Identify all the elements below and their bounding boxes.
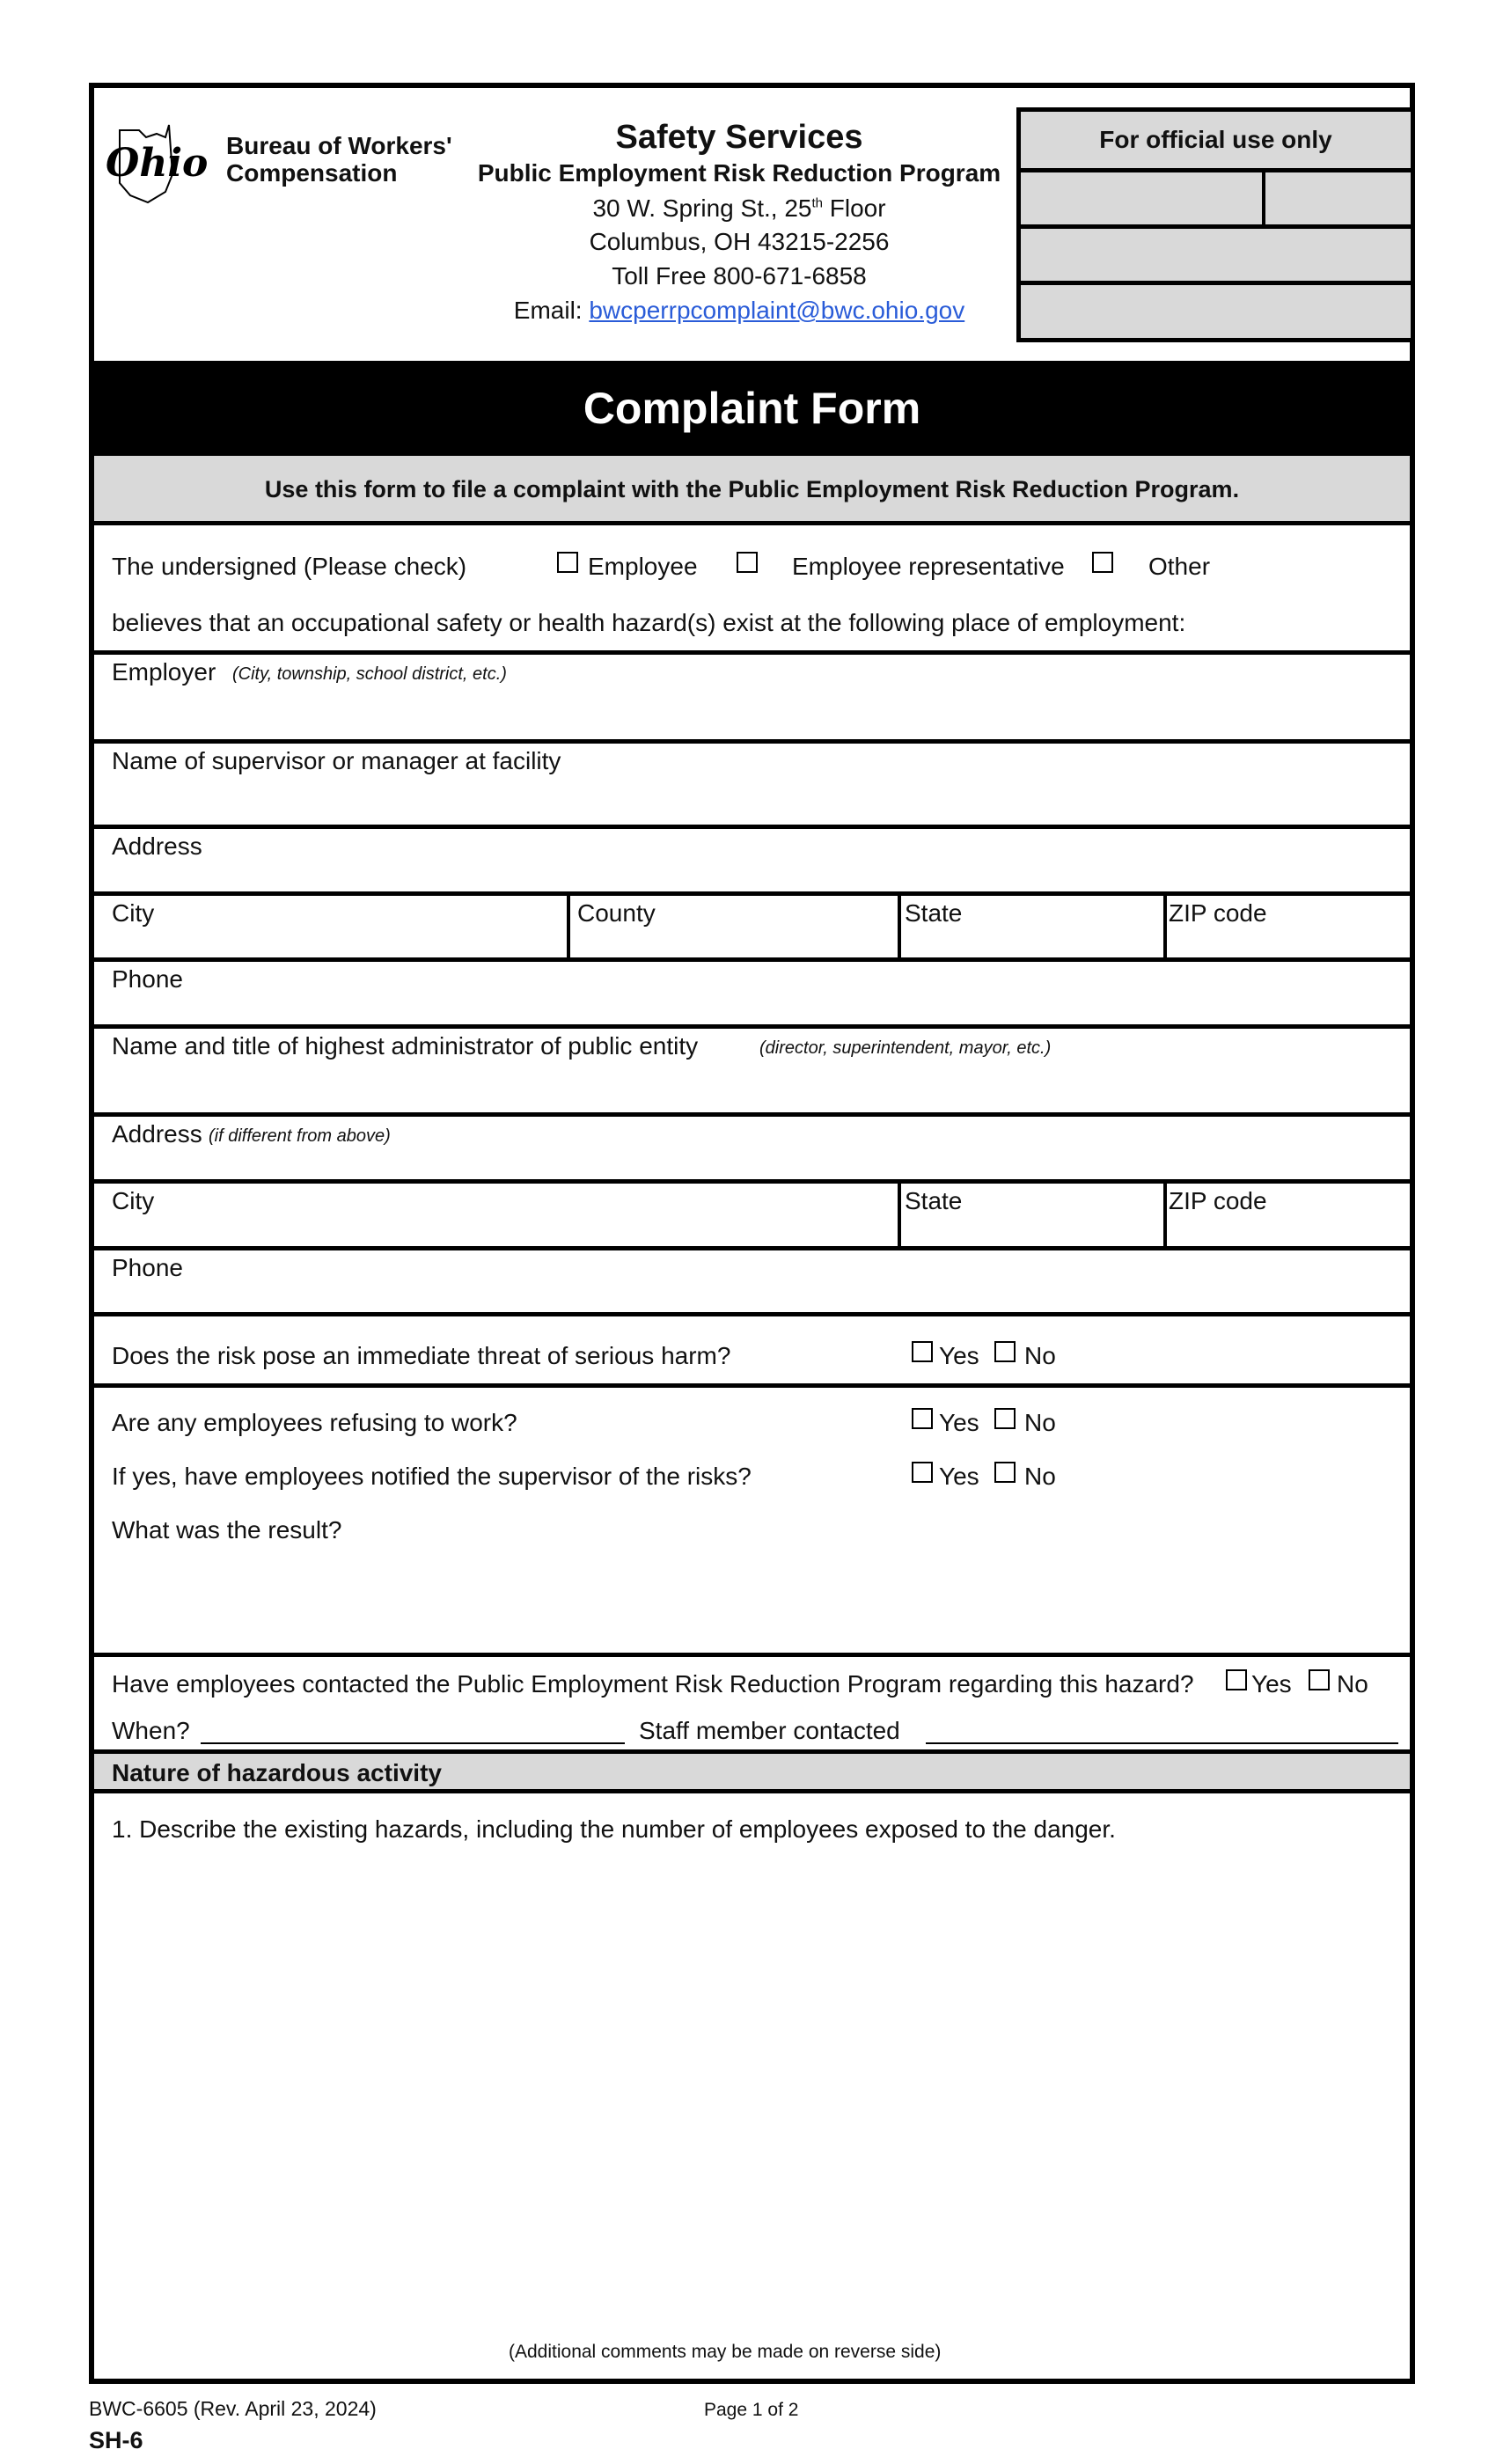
when-input[interactable] — [201, 1742, 625, 1744]
form-id: BWC-6605 (Rev. April 23, 2024) — [89, 2397, 377, 2420]
street-address: 30 W. Spring St., 25th Floor — [592, 194, 886, 222]
notified-no-checkbox[interactable] — [994, 1462, 1016, 1483]
intro-bar — [94, 456, 1410, 523]
phone-label: Phone — [112, 965, 183, 993]
employee-option: Employee — [588, 553, 698, 580]
employer-note: (City, township, school district, etc.) — [232, 664, 507, 684]
immediate-yes-checkbox[interactable] — [912, 1341, 933, 1362]
administrator-label: Name and title of highest administrator of public entity — [112, 1032, 699, 1060]
employee-representative-checkbox[interactable] — [737, 552, 758, 573]
address2-label: Address — [112, 1120, 202, 1148]
employee-representative-option: Employee representative — [792, 553, 1065, 580]
address-field[interactable] — [94, 829, 1410, 892]
when-label: When? — [112, 1717, 190, 1744]
yes-label: Yes — [939, 1463, 979, 1490]
employee-checkbox[interactable] — [557, 552, 578, 573]
address2-field[interactable] — [94, 1117, 1410, 1180]
undersigned-label: The undersigned (Please check) — [112, 553, 467, 580]
yes-label: Yes — [939, 1409, 979, 1436]
intro-text: Use this form to file a complaint with the Public Employment Risk Reduction Program. — [264, 476, 1240, 502]
address2-note: (if different from above) — [209, 1126, 391, 1146]
refusing-question: Are any employees refusing to work? — [112, 1409, 517, 1436]
refusing-no-checkbox[interactable] — [994, 1408, 1016, 1429]
staff-contacted-label: Staff member contacted — [639, 1717, 900, 1744]
contacted-yes-checkbox[interactable] — [1226, 1669, 1247, 1690]
result-answer-area[interactable] — [94, 1549, 1410, 1651]
agency-name-line2: Compensation — [226, 159, 398, 187]
official-use-label: For official use only — [1099, 126, 1332, 153]
no-label: No — [1337, 1670, 1368, 1698]
city-label: City — [112, 899, 155, 927]
phone2-field[interactable] — [94, 1250, 1410, 1314]
agency-name-line1: Bureau of Workers' — [226, 132, 452, 159]
page-number: Page 1 of 2 — [704, 2400, 799, 2420]
title-bar — [89, 361, 1415, 456]
city-state-zip: Columbus, OH 43215-2256 — [589, 228, 890, 255]
address-label: Address — [112, 832, 202, 860]
no-label: No — [1024, 1409, 1056, 1436]
division-title: Safety Services — [615, 119, 863, 156]
additional-comments-note: (Additional comments may be made on reverse side) — [509, 2342, 942, 2362]
state2-label: State — [905, 1187, 963, 1214]
result-question: What was the result? — [112, 1516, 342, 1544]
city2-label: City — [112, 1187, 155, 1214]
employer-field[interactable] — [94, 655, 1410, 739]
state-label: State — [905, 899, 963, 927]
nature-header — [94, 1754, 1410, 1789]
staff-contacted-input[interactable] — [926, 1742, 1398, 1744]
contact-block — [466, 119, 1012, 325]
ohio-logo — [104, 121, 209, 209]
form-code: SH-6 — [89, 2427, 143, 2453]
immediate-threat-question: Does the risk pose an immediate threat of serious harm? — [112, 1342, 731, 1369]
hazard-statement: believes that an occupational safety or health hazard(s) exist at the following place of employment: — [112, 609, 1186, 636]
email-line: Email: bwcperrpcomplaint@bwc.ohio.gov — [513, 297, 965, 324]
contacted-no-checkbox[interactable] — [1309, 1669, 1330, 1690]
supervisor-field[interactable] — [94, 744, 1410, 825]
administrator-field[interactable] — [94, 1029, 1410, 1113]
other-checkbox[interactable] — [1092, 552, 1113, 573]
email-link[interactable]: bwcperrpcomplaint@bwc.ohio.gov — [589, 297, 965, 324]
official-use-box — [1016, 107, 1415, 342]
city-row — [94, 896, 1410, 959]
employer-label: Employer — [112, 658, 216, 686]
notified-question: If yes, have employees notified the supervisor of the risks? — [112, 1463, 752, 1490]
no-label: No — [1024, 1342, 1056, 1369]
notified-yes-checkbox[interactable] — [912, 1462, 933, 1483]
phone2-label: Phone — [112, 1254, 183, 1281]
immediate-no-checkbox[interactable] — [994, 1341, 1016, 1362]
program-name: Public Employment Risk Reduction Program — [477, 159, 1001, 187]
administrator-note: (director, superintendent, mayor, etc.) — [759, 1038, 1052, 1058]
form-title: Complaint Form — [583, 384, 921, 433]
logo-text: Ohio — [106, 141, 209, 186]
describe-hazards-area[interactable] — [94, 1852, 1410, 2336]
supervisor-label: Name of supervisor or manager at facility — [112, 747, 561, 774]
zip-label: ZIP code — [1169, 899, 1267, 927]
nature-heading: Nature of hazardous activity — [112, 1759, 442, 1786]
describe-hazards-prompt: 1. Describe the existing hazards, including the number of employees exposed to the danger. — [112, 1815, 1116, 1843]
other-option: Other — [1148, 553, 1211, 580]
phone-field[interactable] — [94, 962, 1410, 1025]
contacted-question: Have employees contacted the Public Employment Risk Reduction Program regarding this hazard? — [112, 1670, 1194, 1698]
toll-free: Toll Free 800-671-6858 — [612, 262, 867, 290]
yes-label: Yes — [1251, 1670, 1292, 1698]
zip2-label: ZIP code — [1169, 1187, 1267, 1214]
city2-row — [94, 1184, 1410, 1247]
no-label: No — [1024, 1463, 1056, 1490]
county-label: County — [577, 899, 656, 927]
yes-label: Yes — [939, 1342, 979, 1369]
refusing-yes-checkbox[interactable] — [912, 1408, 933, 1429]
